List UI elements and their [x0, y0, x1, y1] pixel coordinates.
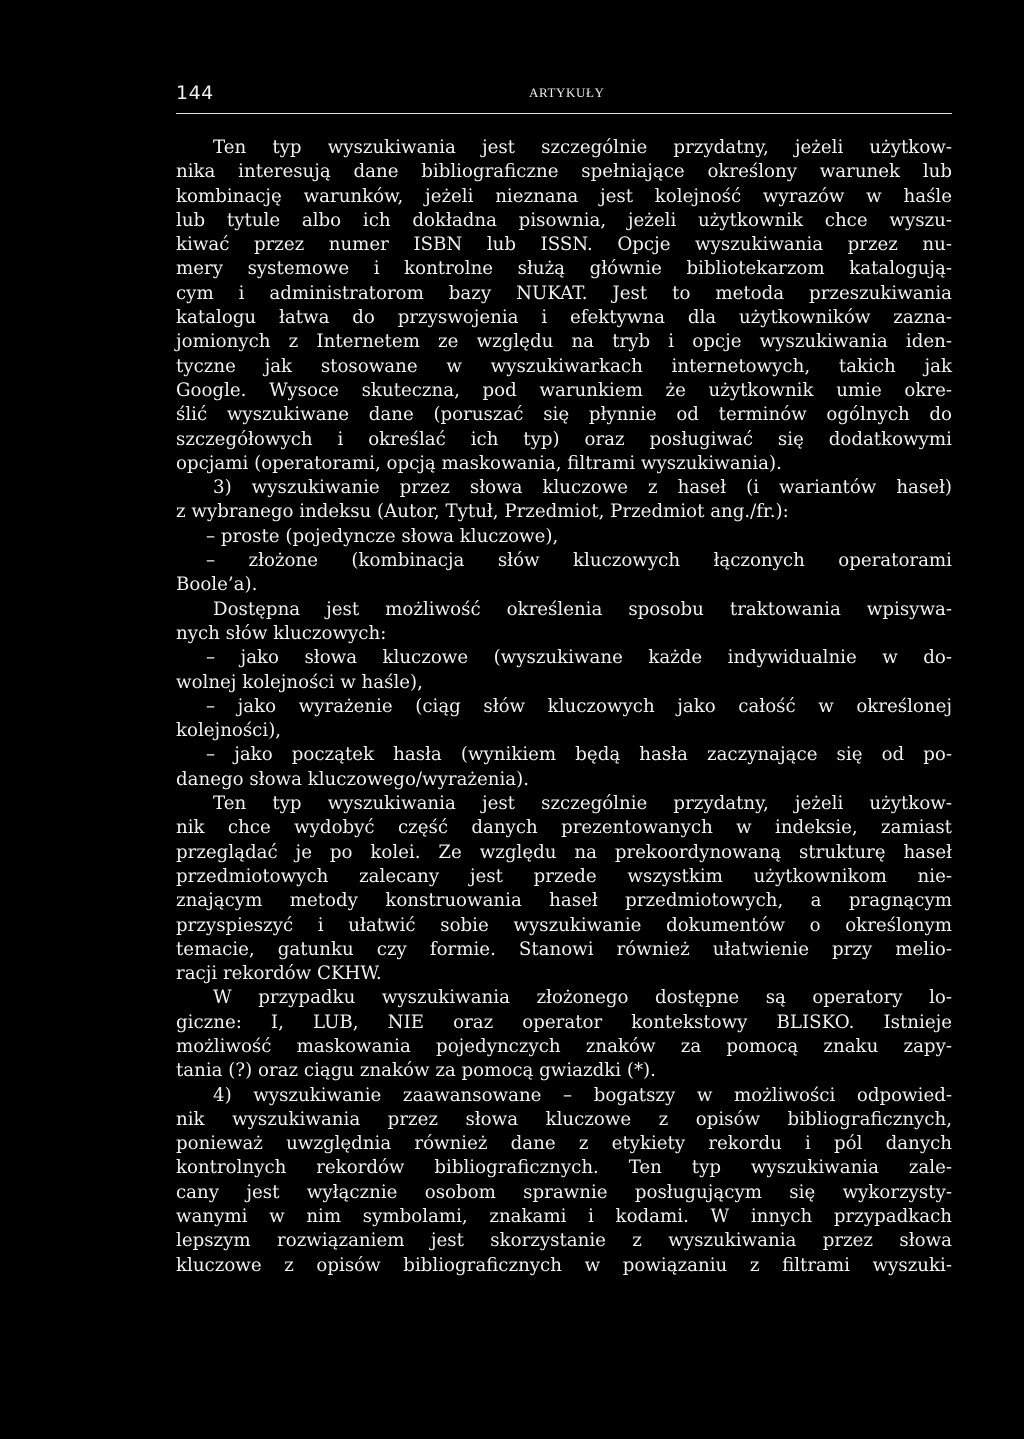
text-line: katalogu łatwa do przyswojenia i efektywna dla użytkowników zazna- — [176, 307, 952, 329]
text-line: kluczowe z opisów bibliograficznych w powiązaniu z filtrami wyszuki- — [176, 1254, 952, 1276]
text-line: znającym metody konstruowania haseł przedmiotowych, a pragnącym — [176, 890, 952, 912]
text-line: Ten typ wyszukiwania jest szczególnie przydatny, jeżeli użytkow- — [213, 793, 952, 815]
text-line: tyczne jak stosowane w wyszukiwarkach internetowych, takich jak — [176, 355, 952, 377]
text-line: ponieważ uwzględnia również dane z etykiety rekordu i pól danych — [176, 1133, 952, 1155]
text-line: W przypadku wyszukiwania złożonego dostępne są operatory lo- — [213, 987, 952, 1009]
text-line: jomionych z Internetem ze względu na tryb i opcje wyszukiwania iden- — [176, 331, 952, 353]
text-line: lub tytule albo ich dokładna pisownia, jeżeli użytkownik chce wyszu- — [176, 209, 952, 231]
text-line: – jako początek hasła (wynikiem będą hasła zaczynające się od po- — [206, 744, 952, 766]
text-line: – proste (pojedyncze słowa kluczowe), — [206, 525, 559, 547]
text-line: cym i administratorom bazy NUKAT. Jest to metoda przeszukiwania — [176, 282, 952, 304]
body-text — [176, 136, 952, 1278]
text-line: kolejności), — [176, 720, 282, 742]
text-line: Ten typ wyszukiwania jest szczególnie przydatny, jeżeli użytkow- — [213, 137, 952, 158]
text-line: Boole’a). — [176, 574, 258, 596]
running-head: ARTYKUŁY — [529, 85, 605, 100]
text-line: kontrolnych rekordów bibliograficznych. Ten typ wyszukiwania zale- — [176, 1157, 952, 1179]
text-line: tania (?) oraz ciągu znaków za pomocą gwiazdki (*). — [176, 1060, 656, 1082]
text-line: kombinację warunków, jeżeli nieznana jest kolejność wyrazów w haśle — [176, 185, 952, 207]
text-line: temacie, gatunku czy formie. Stanowi również ułatwienie przy melio- — [176, 938, 952, 960]
text-line: nika interesują dane bibliograficzne spełniające określony warunek lub — [176, 161, 952, 183]
text-line: lepszym rozwiązaniem jest skorzystanie z wyszukiwania przez słowa — [176, 1230, 952, 1252]
text-line: z wybranego indeksu (Autor, Tytuł, Przedmiot, Przedmiot ang./fr.): — [176, 501, 789, 523]
text-line: wolnej kolejności w haśle), — [176, 671, 423, 693]
text-line: nik chce wydobyć część danych prezentowanych w indeksie, zamiast — [176, 817, 952, 839]
text-line: szczegółowych i określać ich typ) oraz posługiwać się dodatkowymi — [176, 428, 952, 450]
text-line: giczne: I, LUB, NIE oraz operator kontekstowy BLISKO. Istnieje — [176, 1011, 952, 1033]
page-number: 144 — [176, 82, 214, 104]
text-line: – złożone (kombinacja słów kluczowych łączonych operatorami — [206, 550, 952, 572]
text-line: nych słów kluczowych: — [176, 622, 387, 644]
text-line: nik wyszukiwania przez słowa kluczowe z opisów bibliograficznych, — [176, 1108, 952, 1130]
text-line: kiwać przez numer ISBN lub ISSN. Opcje wyszukiwania przez nu- — [176, 234, 952, 256]
text-line: wanymi w nim symbolami, znakami i kodami. W innych przypadkach — [176, 1206, 952, 1228]
text-line: ślić wyszukiwane dane (poruszać się płynnie od terminów ogólnych do — [176, 404, 952, 426]
text-line: – jako wyrażenie (ciąg słów kluczowych jako całość w określonej — [206, 695, 952, 717]
page-header — [176, 82, 952, 110]
text-line: mery systemowe i kontrolne służą głównie bibliotekarzom katalogują- — [176, 258, 952, 280]
text-line: przedmiotowych zalecany jest przede wszystkim użytkownikom nie- — [176, 865, 952, 887]
text-line: przeglądać je po kolei. Ze względu na prekoordynowaną strukturę haseł — [176, 841, 952, 863]
text-line: – jako słowa kluczowe (wyszukiwane każde indywidualnie w do- — [206, 647, 952, 669]
text-line: opcjami (operatorami, opcją maskowania, filtrami wyszukiwania). — [176, 452, 782, 474]
text-line: racji rekordów CKHW. — [176, 963, 382, 985]
text-line: Google. Wysoce skuteczna, pod warunkiem że użytkownik umie okre- — [176, 379, 952, 401]
text-line: 3) wyszukiwanie przez słowa kluczowe z haseł (i wariantów haseł) — [213, 477, 952, 499]
text-line: 4) wyszukiwanie zaawansowane – bogatszy w możliwości odpowied- — [213, 1084, 952, 1106]
text-line: możliwość maskowania pojedynczych znaków za pomocą znaku zapy- — [176, 1035, 952, 1057]
text-line: cany jest wyłącznie osobom sprawnie posługującym się wykorzysty- — [176, 1181, 952, 1203]
text-line: Dostępna jest możliwość określenia sposobu traktowania wpisywa- — [213, 598, 952, 620]
text-line: danego słowa kluczowego/wyrażenia). — [176, 768, 530, 790]
header-rule — [176, 113, 952, 114]
text-line: przyspieszyć i ułatwić sobie wyszukiwanie dokumentów o określonym — [176, 914, 952, 936]
